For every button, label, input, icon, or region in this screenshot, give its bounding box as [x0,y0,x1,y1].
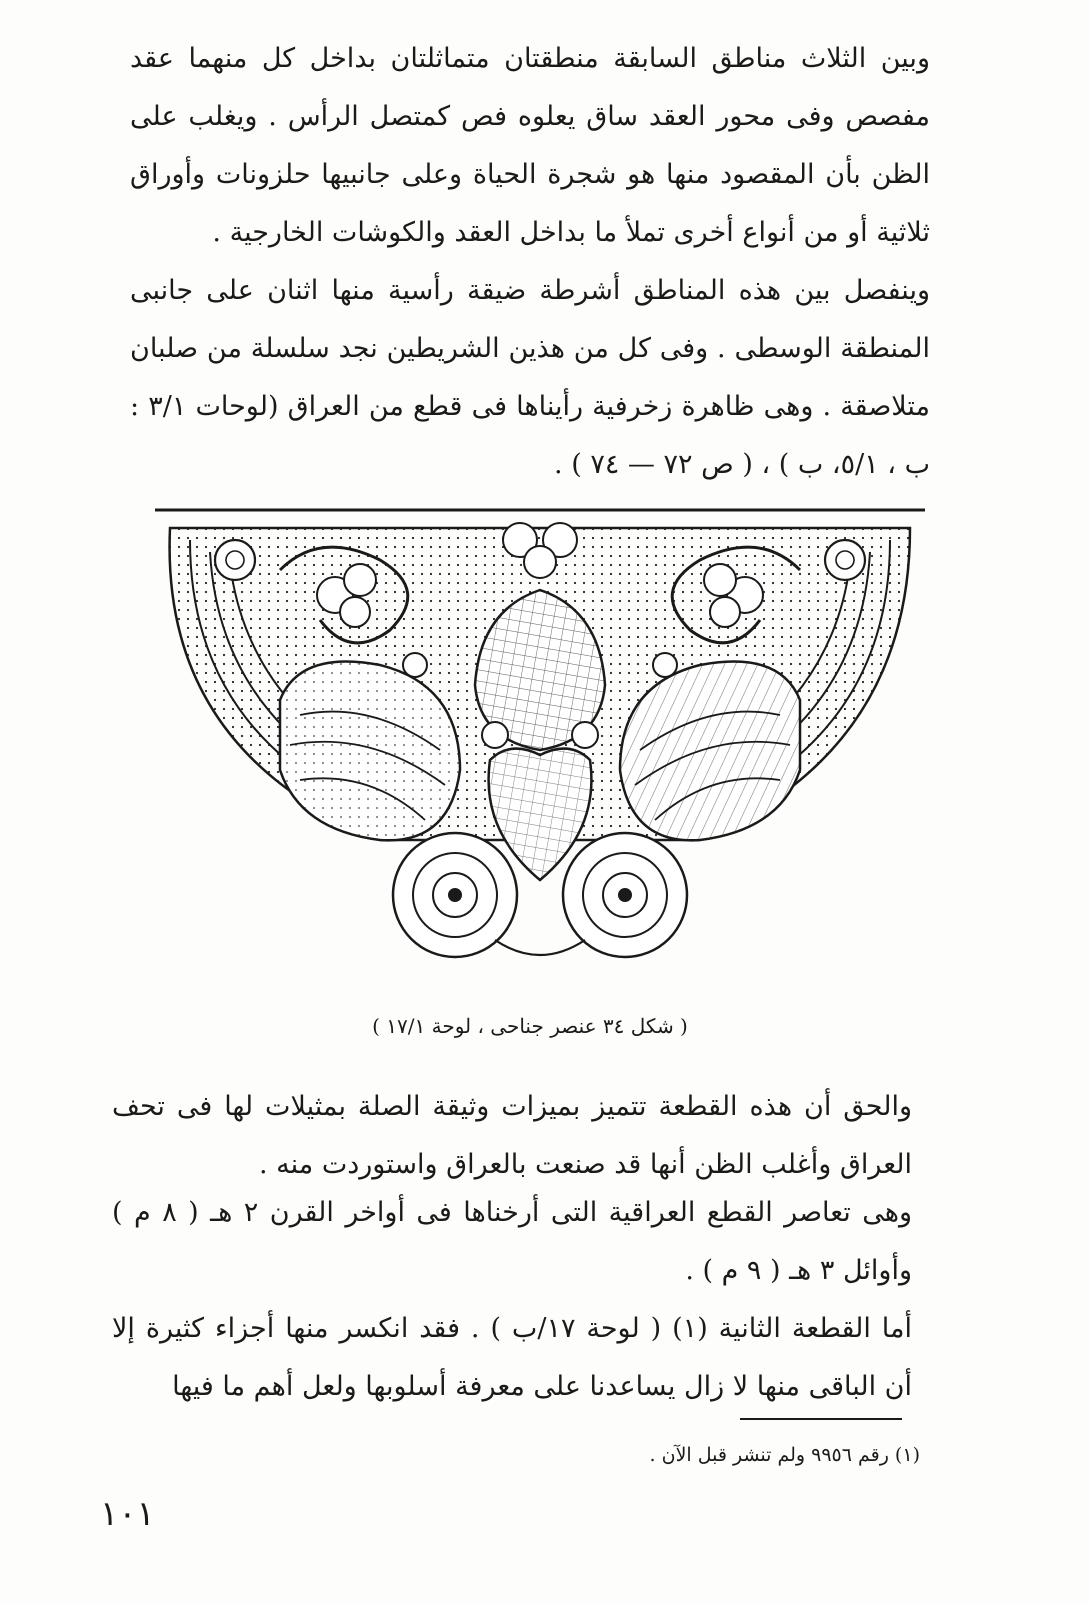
body-paragraph-4: وهى تعاصر القطع العراقية التى أرخناها فى أواخر القرن ٢ هـ ( ٨ م ) وأوائل ٣ هـ ( ٩ م ) . [112,1197,913,1286]
body-paragraph-1: وبين الثلاث مناطق السابقة منطقتان متماثلتان بداخل كل منهما عقد مفصص وفى محور العقد ساق يعلوه فص كمتصل الرأس . ويغلب على الظن بأن المقصود منها هو شجرة الحياة وعلى جانبيها حلزونات وأوراق ثلاثية أو من أنواع أخرى تملأ ما بداخل العقد والكوشات الخارجية . [130,43,930,248]
footnote-divider [740,1418,902,1420]
bottom-right-spiral [563,833,687,957]
body-paragraph-2: وينفصل بين هذه المناطق أشرطة ضيقة رأسية منها اثنان على جانبى المنطقة الوسطى . وفى كل من هذين الشريطين نجد سلسلة من صلبان متلاصقة . وهى ظاهرة زخرفية رأيناها فى قطع من العراق (لوحات ٣/١ : ب ، ٥/١، ب ) ، ( ص ٧٢ — ٧٤ ) . [130,275,930,480]
figure-caption: ( شكل ٣٤ عنصر جناحى ، لوحة ١٧/١ ) [372,1014,688,1038]
left-bud [215,540,255,580]
wing-ornament-figure [150,500,930,980]
page-number: ١٠١ [100,1494,155,1534]
right-bud [825,540,865,580]
body-paragraph-5: أما القطعة الثانية (١) ( لوحة ١٧/ب ) . فقد انكسر منها أجزاء كثيرة إلا أن الباقى منها لا زال يساعدنا على معرفة أسلوبها ولعل أهم ما فيها [112,1313,912,1402]
bottom-left-spiral [393,833,517,957]
footnote: (١) رقم ٩٩٥٦ ولم تنشر قبل الآن . [649,1444,920,1466]
wing-ornament-drawing [150,500,930,980]
body-paragraph-3: والحق أن هذه القطعة تتميز بميزات وثيقة الصلة بمثيلات لها فى تحف العراق وأغلب الظن أنها قد صنعت بالعراق واستوردت منه . [112,1091,912,1180]
